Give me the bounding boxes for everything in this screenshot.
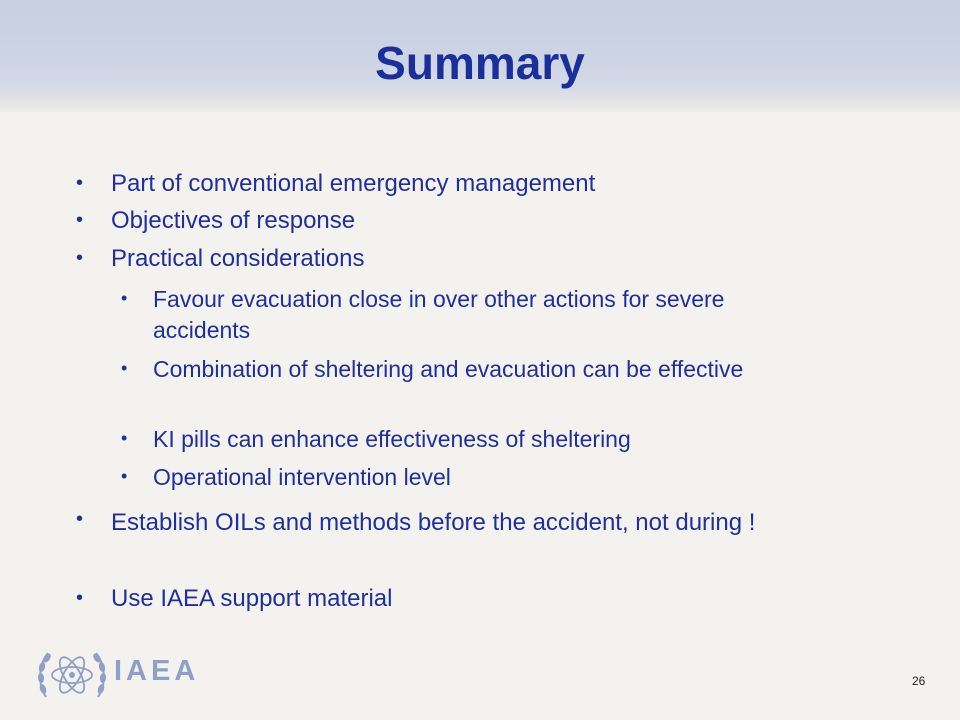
iaea-emblem-icon (36, 645, 108, 705)
slide-title: Summary (375, 37, 585, 89)
sub-bullet-item (121, 354, 811, 385)
bullet-icon: • (76, 508, 84, 530)
bullet-item (76, 243, 816, 275)
bullet-text: Objectives of response (111, 207, 356, 234)
bullet-text: Favour evacuation close in over other actions for severe accidents (153, 286, 725, 343)
sub-bullet-item (121, 284, 811, 346)
bullet-text: Use IAEA support material (111, 585, 393, 612)
bullet-text: KI pills can enhance effectiveness of sheltering (153, 426, 631, 452)
bullet-text: Part of conventional emergency management (111, 170, 596, 197)
bullet-item (76, 205, 816, 237)
bullet-icon: • (76, 209, 84, 231)
sub-bullet-item (121, 424, 811, 455)
bullet-text: Establish OILs and methods before the accident, not during ! (111, 509, 756, 536)
bullet-icon: • (121, 466, 128, 486)
bullet-icon: • (76, 247, 84, 269)
bullet-item (76, 583, 816, 615)
bullet-text: Combination of sheltering and evacuation can be effective (153, 356, 744, 382)
sub-bullet-item (121, 462, 811, 493)
page-number: 26 (912, 674, 926, 688)
bullet-text: Practical considerations (111, 245, 365, 272)
bullet-icon: • (76, 172, 84, 194)
bullet-item (76, 168, 816, 200)
bullet-icon: • (121, 358, 128, 378)
bullet-icon: • (121, 288, 128, 308)
bullet-text: Operational intervention level (153, 464, 451, 490)
iaea-logo-text: IAEA (114, 655, 200, 687)
bullet-icon: • (121, 428, 128, 448)
bullet-icon: • (76, 587, 84, 609)
bullet-item (76, 504, 816, 541)
